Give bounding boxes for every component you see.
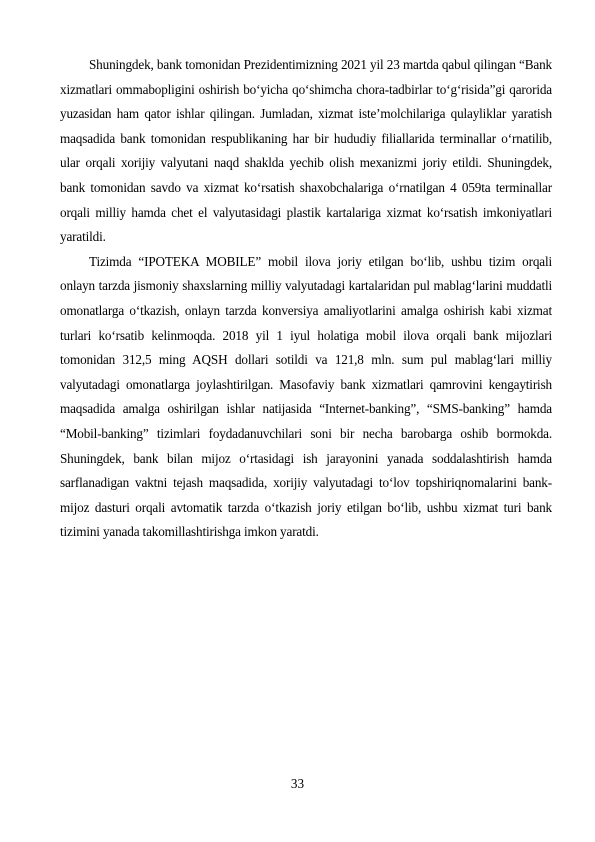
document-body bbox=[60, 53, 552, 545]
paragraph: Tizimda “IPOTEKA MOBILE” mobil ilova joriy etilgan bo‘lib, ushbu tizim orqali onlayn tarzda jismoniy shaxslarning milliy valyutadagi kartalaridan pul mablag‘larini muddatli omonatlarga o‘tkazish, onlayn tarzda konversiya amaliyotlarini amalga oshirish kabi xizmat turlari ko‘rsatib kelinmoqda. 2018 yil 1 iyul holatiga mobil ilova orqali bank mijozlari tomonidan 312,5 ming AQSH dollari sotildi va 121,8 mln. sum pul mablag‘lari milliy valyutadagi omonatlarga joylashtirilgan. Masofaviy bank xizmatlari qamrovini kengaytirish maqsadida amalga oshirilgan ishlar natijasida “Internet-banking”, “SMS-banking” hamda “Mobil-banking” tizimlari foydadanuvchilari soni bir necha barobarga oshib bormokda. Shuningdek, bank bilan mijoz o‘rtasidagi ish jarayonini yanada soddalashtirish hamda sarflanadigan vaktni tejash maqsadida, xorijiy valyutadagi to‘lov topshiriqnomalarini bank-mijoz dasturi orqali avtomatik tarzda o‘tkazish joriy etilgan bo‘lib, ushbu xizmat turi bank tizimini yanada takomillashtirishga imkon yaratdi. bbox=[60, 253, 552, 540]
paragraph: Shuningdek, bank tomonidan Prezidentimizning 2021 yil 23 martda qabul qilingan “Bank xizmatlari ommabopligini oshirish bo‘yicha qo‘shimcha chora-tadbirlar to‘g‘risida”gi qarorida yuzasidan ham qator ishlar qilingan. Jumladan, xizmat iste’molchilariga qulayliklar yaratish maqsadida bank tomonidan respublikaning har bir hududiy filiallarida terminallar o‘rnatilib, ular orqali xorijiy valyutani naqd shaklda yechib olish mexanizmi joriy etildi. Shuningdek, bank tomonidan savdo va xizmat ko‘rsatish shaxobchalariga o‘rnatilgan 4 059ta terminallar orqali milliy hamda chet el valyutasidagi plastik kartalariga xizmat ko‘rsatish imkoniyatlari yaratildi. bbox=[60, 57, 552, 245]
page-number: 33 bbox=[290, 776, 305, 791]
